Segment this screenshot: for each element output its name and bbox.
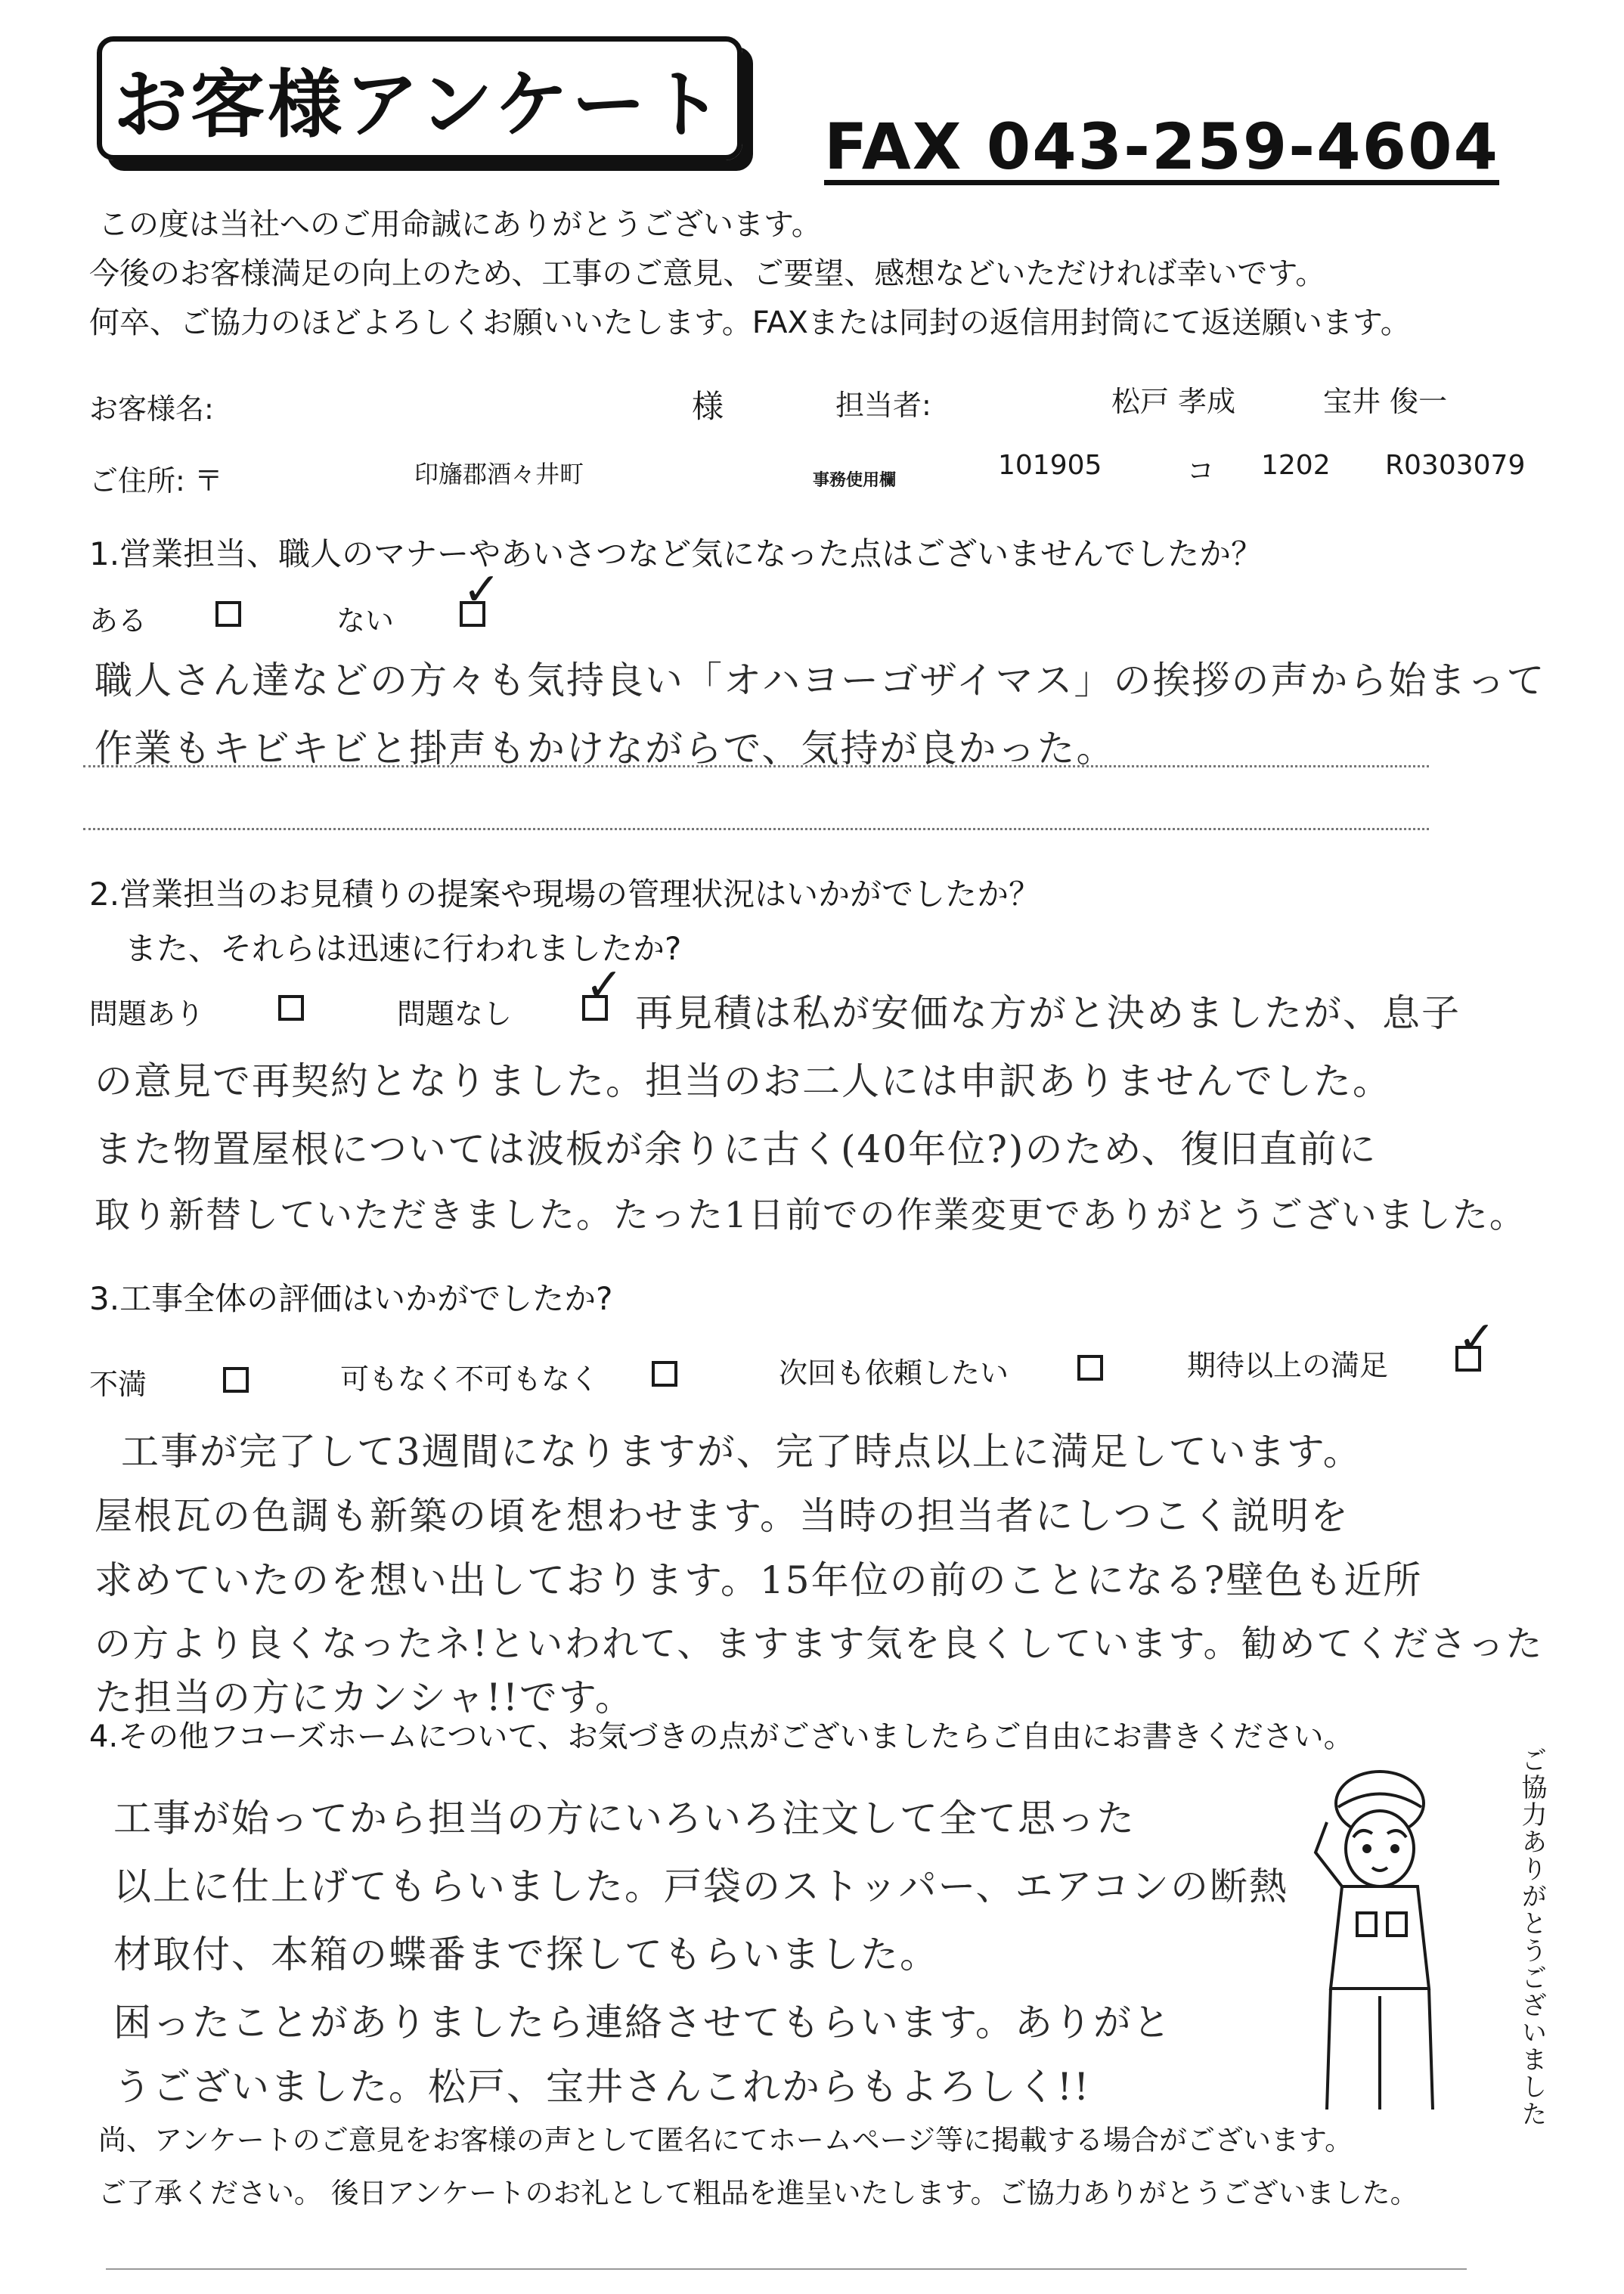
address-label: ご住所: 〒 xyxy=(89,464,223,498)
q3-option-1-checkbox[interactable] xyxy=(223,1367,249,1393)
office-code-3: 1202 xyxy=(1261,450,1331,481)
customer-name-label: お客様名: xyxy=(89,392,214,426)
intro-line-1: この度は当社へのご用命誠にありがとうございます。 xyxy=(98,207,822,242)
q3-question: 3.工事全体の評価はいかがでしたか? xyxy=(89,1280,613,1317)
footer-line-2: ご了承ください。 後日アンケートのお礼として粗品を進呈いたします。ご協力ありがとうございました。 xyxy=(98,2177,1418,2209)
q1-question: 1.営業担当、職人のマナーやあいさつなど気になった点はございませんでしたか？ xyxy=(89,535,1263,572)
q1-option-yes-label: ある xyxy=(89,604,147,637)
q3-option-3-checkbox[interactable] xyxy=(1077,1355,1103,1381)
q4-answer-line-4: 困ったことがありましたら連絡させてもらいます。ありがと xyxy=(113,2001,1172,2044)
q1-no-checkmark: ✓ xyxy=(463,563,501,616)
q3-option-4-label: 期待以上の満足 xyxy=(1187,1349,1389,1382)
q1-yes-checkbox[interactable] xyxy=(215,601,241,627)
office-code-2: コ xyxy=(1187,456,1215,487)
q4-answer-line-2: 以上に仕上げてもらいました。戸袋のストッパー、エアコンの断熱 xyxy=(113,1865,1288,1908)
q3-option-1-label: 不満 xyxy=(89,1368,147,1401)
q4-question: 4.その他フコーズホームについて、お気づきの点がございましたらご自由にお書きください。 xyxy=(89,1719,1354,1754)
q1-option-yes xyxy=(89,597,147,639)
staff-name-2: 宝井 俊一 xyxy=(1323,385,1448,418)
title-box xyxy=(97,36,742,160)
q2-option-noproblem-label: 問題なし xyxy=(397,997,513,1031)
bottom-rule xyxy=(106,2268,1467,2270)
intro-line-3: 何卒、ご協力のほどよろしくお願いいたします。FAXまたは同封の返信用封筒にて返送願います。 xyxy=(89,305,1411,340)
q3-answer-line-4: の方より良くなったネ!といわれて、ますます気を良くしています。勧めてくださった xyxy=(95,1623,1544,1665)
q3-option-2-checkbox[interactable] xyxy=(652,1361,677,1387)
q3-answer-line-3: 求めていたのを想い出しております。15年位の前のことになる?壁色も近所 xyxy=(95,1558,1423,1602)
q1-rule-1 xyxy=(83,765,1429,767)
q3-answer-line-1: 工事が完了して3週間になりますが、完了時点以上に満足しています。 xyxy=(121,1430,1362,1474)
office-code-4: R0303079 xyxy=(1385,450,1526,481)
q3-answer-line-5: た担当の方にカンシャ!!です。 xyxy=(95,1676,634,1719)
q2-question-1: 2.営業担当のお見積りの提案や現場の管理状況はいかがでしたか？ xyxy=(89,876,1041,913)
q4-answer-line-5: うございました。松戸、宝井さんこれからもよろしく!! xyxy=(113,2065,1091,2109)
fax-number: FAX 043-259-4604 xyxy=(824,113,1499,185)
q3-option-2-label: 可もなく不可もなく xyxy=(340,1362,600,1396)
q4-answer-line-1: 工事が始ってから担当の方にいろいろ注文して全て思った xyxy=(113,1796,1136,1840)
q2-question-2: また、それらは迅速に行われましたか? xyxy=(125,930,682,967)
address-value: 印旛郡酒々井町 xyxy=(414,460,584,488)
q2-answer-line-1: の意見で再契約となりました。担当のお二人には申訳ありませんでした。 xyxy=(95,1059,1392,1103)
q2-answer-line-0: 再見積は私が安価な方がと決めましたが、息子 xyxy=(635,991,1461,1035)
q1-answer-line-2: 作業もキビキビと掛声もかけながらで、気持が良かった。 xyxy=(95,727,1116,770)
office-code-1: 101905 xyxy=(998,450,1102,481)
q1-rule-2 xyxy=(83,828,1429,830)
form-title: お客様アンケート xyxy=(113,61,727,148)
sama-label: 様 xyxy=(692,388,724,425)
worker-illustration xyxy=(1300,1762,1459,2125)
q2-answer-line-2: また物置屋根については波板が余りに古く(40年位?)のため、復旧直前に xyxy=(95,1127,1378,1171)
q2-option-problem-label: 問題あり xyxy=(89,997,205,1031)
q3-option-4-checkmark: ✓ xyxy=(1458,1312,1496,1365)
q2-noproblem-checkmark: ✓ xyxy=(585,959,624,1012)
intro-line-2: 今後のお客様満足の向上のため、工事のご意見、ご要望、感想などいただければ幸いです。 xyxy=(89,256,1326,291)
q1-option-no-label: ない xyxy=(336,604,395,637)
staff-name-1: 松戸 孝成 xyxy=(1111,385,1236,418)
q2-problem-checkbox[interactable] xyxy=(278,995,304,1021)
q4-answer-line-3: 材取付、本箱の蝶番まで探してもらいました。 xyxy=(113,1933,939,1976)
side-thanks-note: ご協力ありがとうございました xyxy=(1517,1747,1547,2128)
q3-option-3-label: 次回も依頼したい xyxy=(779,1356,1009,1390)
footer-line-1: 尚、アンケートのご意見をお客様の声として匿名にてホームページ等に掲載する場合がございます。 xyxy=(98,2124,1353,2156)
office-use-label: 事務使用欄 xyxy=(813,471,897,490)
q1-answer-line-1: 職人さん達などの方々も気持良い「オハヨーゴザイマス」の挨拶の声から始まって xyxy=(95,659,1546,702)
staff-label: 担当者: xyxy=(835,389,931,422)
q3-answer-line-2: 屋根瓦の色調も新築の頃を想わせます。当時の担当者にしつこく説明を xyxy=(95,1494,1350,1538)
q2-answer-line-3: 取り新替していただきました。たった1日前での作業変更でありがとうございました。 xyxy=(95,1195,1526,1236)
